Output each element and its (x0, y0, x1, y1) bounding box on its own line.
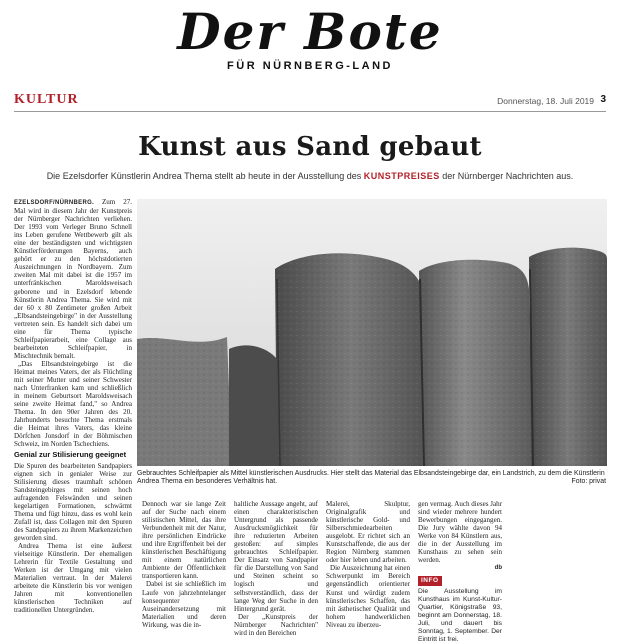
paragraph-text: Zum 27. Mal wird in diesem Jahr der Kunstpreis der Nürnberger Nachrichten verliehen. Der 1993 vom Verleger Bruno Schnell ins Leben gerufene Wettbewerb gilt als eine der beständigsten und wichtigsten Künstlerförderungen Bayerns, auch gehört er zu den höchstdotierten Auszeichnungen in Nordbayern. Zum zweiten Mal mit dabei ist die 1957 im unterfränkischen Maroldsweisach geborene und in Ezelsdorf lebende Künstlerin Andrea Thema. Sie wird mit der 60 x 80 Zentimeter großen Arbeit „Elbsandsteingebirge" in der Ausstellung vertreten sein. Es handelt sich dabei um eine für Thema typische Schleifpapierarbeit, eine Collage aus bearbeiteten Schleifpapier, in Mischtechnik bemalt. (14, 198, 132, 360)
author-initials: db (494, 565, 502, 572)
section-bar (14, 92, 606, 112)
issue-date: Donnerstag, 18. Juli 2019 (497, 96, 594, 106)
article-column-2 (234, 500, 318, 637)
masthead (0, 2, 620, 72)
paragraph: „Das Elbsandsteingebirge ist die Heimat meines Vaters, der als Flüchtling mit seiner Mutter und seiner Schwester nach Unterfranken kam und schließlich in meinem Geburtsort Maroldsweisach seine zweite Heimat fand," so Andrea Thema. In den 90er Jahren des 20. Jahrhunderts besuchte Thema erstmals die Heimat ihres Vaters, das kleine Dörfchen Jonsdorf in der Böhmischen Schweiz, im Norden Tschechiens. (14, 359, 132, 449)
sandpaper-stones-image (137, 199, 607, 466)
sandpaper-collage-photo (137, 199, 607, 466)
info-box-label: INFO (418, 576, 442, 586)
article-column-4 (418, 500, 502, 644)
article-column-1 (142, 500, 226, 630)
photo-caption: Gebrauchtes Schleifpapier als Mittel künstlerischen Ausdrucks. Hier stellt das Material das Elbsandsteingebirge dar, ein Landstrich, zu dem die Künstlerin Andrea Thema ein besonderes Verhältnis hat. (137, 470, 605, 486)
photo-credit: Foto: privat (571, 478, 606, 485)
subhead-text-end: der Nürnberger Nachrichten aus. (439, 171, 574, 181)
paragraph: gen vermag. Auch dieses Jahr sind wieder mehrere hundert Bewerbungen eingegangen. Die Jury wählte davon 94 Werke von 84 Künstlern aus, die in der Ausstellung im Kunsthaus zu sehen sein werden. (418, 500, 502, 565)
paragraph: Dabei ist sie schließlich im Laufe von jahrzehntelanger konsequenter Auseinandersetzung mit Materialien und deren Wirkung, was die in- (142, 580, 226, 629)
paragraph (14, 198, 132, 360)
paragraph: Die Auszeichnung hat einen Schwerpunkt im Bereich gegenständlich orientierter Kunst und würdigt zudem künstlerisches Schaffen, das mit ästhetischer Qualität und hohem handwerklichen Niveau zu überzeu- (326, 564, 410, 629)
newspaper-subtitle: FÜR NÜRNBERG-LAND (227, 60, 393, 72)
paragraph: Die Spuren des bearbeiteten Sandpapiers eignen sich in genialer Weise zur Stilisierung dieses traumhaft schönen Sandsteingebirges mit seinen hoch aufragenden Felswänden und seinen kegelartigen Formationen, schwärmt Thema und fügt hinzu, dass es wohl kein Zufall ist, dass Collagen mit den Spuren des Sandpapiers zu ihrem Markenzeichen geworden sind. (14, 461, 132, 542)
paragraph: Malerei, Skulptur, Originalgrafik und künstlerische Gold- und Silberschmiedearbeiten ausgelobt. Er richtet sich an Kunstschaffende, die aus der Region Nürnberg stammen oder hier leben und arbeiten. (326, 500, 410, 565)
headline: Kunst aus Sand gebaut (138, 132, 482, 162)
paragraph: Andrea Thema ist eine äußerst vielseitige Künstlerin. Der ehemaligen Lehrerin für Textile Gestaltung und Werken ist der Umgang mit vielen Materialien vertraut. In der Malerei arbeitete die Künstlerin bis vor wenigen Jahren mit konventionellen künstlerischen Techniken auf traditionellen Untergründen. (14, 541, 132, 615)
subhead-text-start: Die Ezelsdorfer Künstlerin Andrea Thema stellt ab heute in der Ausstellung des (46, 171, 364, 181)
dateline: EZELSDORF/NÜRNBERG. (14, 200, 95, 206)
article-column-3 (326, 500, 410, 630)
paragraph: Dennoch war sie lange Zeit auf der Suche nach einem stilistischen Mittel, das ihre Verbundenheit mit der Natur, ihre persönlichen Eindrücke und ihre Ergriffenheit bei der künstlerischen Beschäftigung mit einem natürlichen Ambiente der Öffentlichkeit transportieren kann. (142, 500, 226, 581)
newspaper-title: Der Bote (177, 2, 443, 61)
paragraph: Der „Kunstpreis der Nürnberger Nachrichten" wird in den Bereichen (234, 612, 318, 637)
interheading: Genial zur Stilisierung geeignet (14, 450, 127, 460)
section-name: KULTUR (14, 92, 79, 107)
subhead-keyword: KUNSTPREISES (363, 171, 440, 181)
info-box-text: Die Ausstellung im Kunsthaus im Kunst-Kultur-Quartier, Königstraße 93, beginnt am Donnerstag, 18. Juli, und dauert bis Sonntag, 1. September. Der Eintritt ist frei. (418, 588, 502, 644)
page-number: 3 (600, 94, 606, 105)
subheadline (0, 171, 620, 181)
paragraph: haltliche Aussage angeht, auf einen charakteristischen Untergrund als passende Ausdrucksmöglichkeit für ihre reduzierten Arbeiten gestoßen: auf simples gebrauchtes Schleifpapier. Der Einsatz von Sandpapier für die Darstellung von Sand und Steinen scheint so logisch und selbstverständlich, dass der lange Weg der Suche in den Hintergrund gerät. (234, 500, 318, 613)
article-left-column (14, 198, 132, 630)
